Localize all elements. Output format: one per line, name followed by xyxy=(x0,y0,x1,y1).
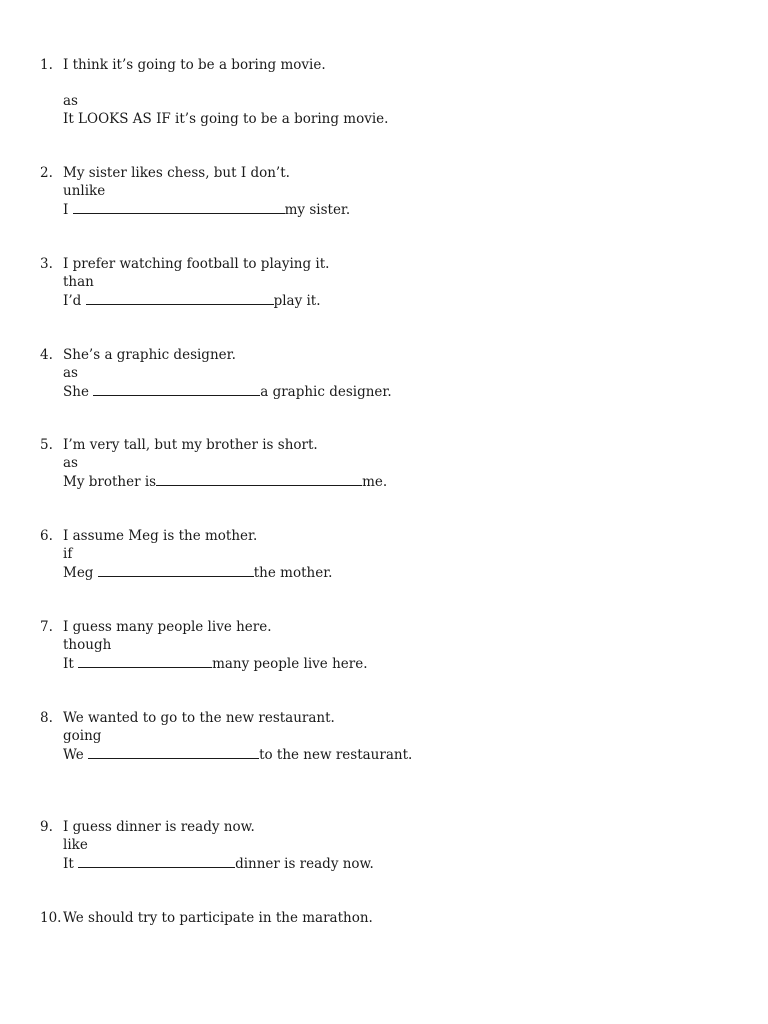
original-sentence: I’m very tall, but my brother is short. xyxy=(63,437,318,453)
rewrite-prefix: She xyxy=(63,384,94,400)
answer-blank[interactable] xyxy=(156,472,362,486)
item-number: 3. xyxy=(40,256,53,272)
rewrite-suffix: a graphic designer. xyxy=(260,384,392,400)
keyword: like xyxy=(63,837,88,853)
answer-blank[interactable] xyxy=(88,745,259,759)
rewrite-line xyxy=(63,745,412,764)
item-number: 10. xyxy=(40,910,62,926)
item-number: 7. xyxy=(40,619,53,635)
keyword: as xyxy=(63,455,78,471)
original-sentence: We wanted to go to the new restaurant. xyxy=(63,710,335,726)
rewrite-line xyxy=(63,472,387,491)
rewrite-line xyxy=(63,654,367,673)
item-number: 5. xyxy=(40,437,53,453)
rewrite-suffix: the mother. xyxy=(253,565,333,581)
rewrite-line xyxy=(63,854,374,873)
rewrite-prefix: I’d xyxy=(63,293,86,309)
rewrite-prefix: Meg xyxy=(63,565,98,581)
item-number: 9. xyxy=(40,819,53,835)
item-number: 2. xyxy=(40,165,53,181)
original-sentence: I assume Meg is the mother. xyxy=(63,528,258,544)
rewrite-suffix: many people live here. xyxy=(212,656,368,672)
item-number: 6. xyxy=(40,528,53,544)
answer-blank[interactable] xyxy=(98,563,254,577)
rewrite-line xyxy=(63,563,332,582)
rewrite-suffix: play it. xyxy=(273,293,321,309)
keyword: if xyxy=(63,546,73,562)
rewrite-prefix: It xyxy=(63,856,79,872)
original-sentence: She’s a graphic designer. xyxy=(63,347,236,363)
original-sentence: I guess dinner is ready now. xyxy=(63,819,255,835)
original-sentence: I think it’s going to be a boring movie. xyxy=(63,57,326,73)
example-answer: It LOOKS AS IF it’s going to be a boring movie. xyxy=(63,111,389,127)
original-sentence: I guess many people live here. xyxy=(63,619,272,635)
keyword: though xyxy=(63,637,112,653)
answer-blank[interactable] xyxy=(78,854,235,868)
answer-blank[interactable] xyxy=(73,200,285,214)
keyword: as xyxy=(63,93,78,109)
item-number: 8. xyxy=(40,710,53,726)
original-sentence: I prefer watching football to playing it. xyxy=(63,256,330,272)
item-number: 4. xyxy=(40,347,53,363)
original-sentence: We should try to participate in the marathon. xyxy=(63,910,373,926)
answer-blank[interactable] xyxy=(93,382,260,396)
rewrite-prefix: My brother is xyxy=(63,474,157,490)
rewrite-suffix: dinner is ready now. xyxy=(235,856,374,872)
rewrite-suffix: to the new restaurant. xyxy=(259,747,413,763)
rewrite-line xyxy=(63,291,321,310)
keyword: unlike xyxy=(63,183,106,199)
rewrite-suffix: my sister. xyxy=(284,202,351,218)
rewrite-prefix: We xyxy=(63,747,89,763)
rewrite-line xyxy=(63,382,392,401)
answer-blank[interactable] xyxy=(86,291,274,305)
keyword: than xyxy=(63,274,94,290)
keyword: as xyxy=(63,365,78,381)
rewrite-prefix: It xyxy=(63,656,79,672)
rewrite-prefix: I xyxy=(63,202,73,218)
original-sentence: My sister likes chess, but I don’t. xyxy=(63,165,290,181)
keyword: going xyxy=(63,728,102,744)
rewrite-line xyxy=(63,200,350,219)
answer-blank[interactable] xyxy=(78,654,212,668)
item-number: 1. xyxy=(40,57,53,73)
rewrite-suffix: me. xyxy=(362,474,388,490)
